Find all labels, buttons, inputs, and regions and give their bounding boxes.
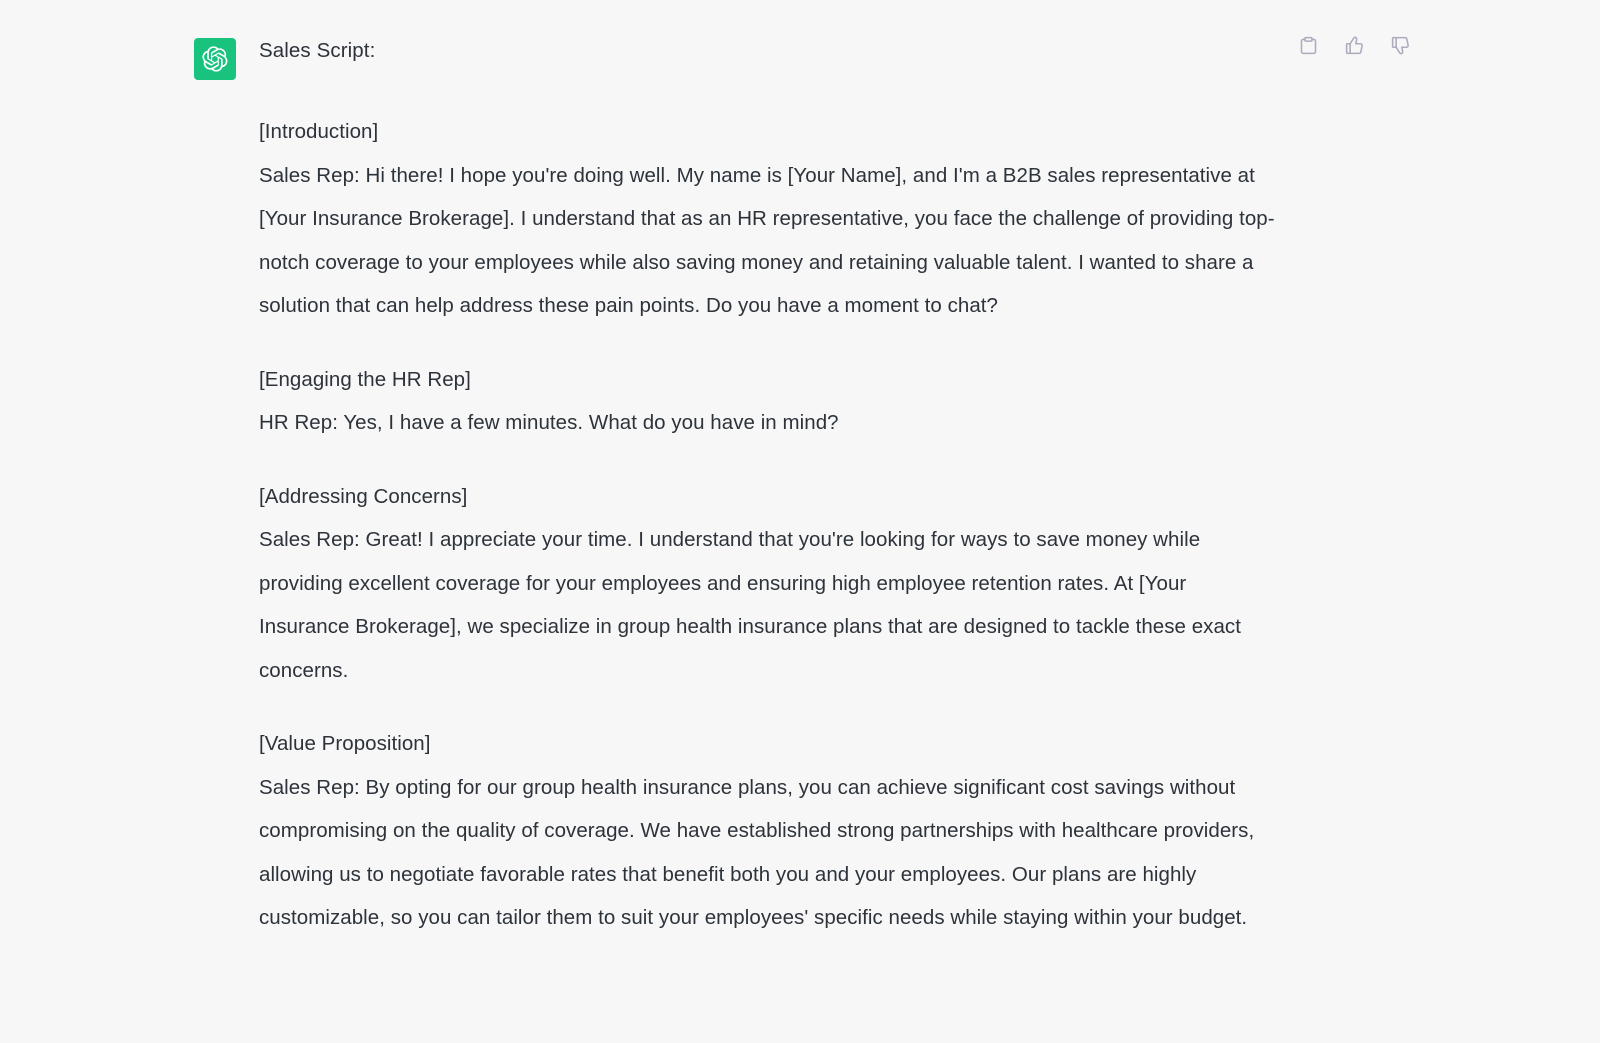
avatar-column bbox=[172, 28, 236, 80]
thumbs-down-button[interactable] bbox=[1388, 36, 1412, 60]
message-content bbox=[259, 28, 1279, 940]
openai-logo-icon bbox=[202, 46, 228, 72]
copy-button[interactable] bbox=[1296, 36, 1320, 60]
section-heading: [Addressing Concerns] bbox=[259, 484, 468, 508]
copy-icon bbox=[1298, 35, 1319, 61]
section-body: HR Rep: Yes, I have a few minutes. What do you have in mind? bbox=[259, 411, 839, 434]
thumbs-down-icon bbox=[1390, 35, 1411, 61]
message-title: Sales Script: bbox=[259, 39, 376, 62]
section-heading: [Value Proposition] bbox=[259, 732, 431, 755]
thumbs-up-button[interactable] bbox=[1342, 36, 1366, 60]
section-heading: [Engaging the HR Rep] bbox=[259, 367, 471, 391]
avatar bbox=[194, 38, 236, 80]
section-introduction bbox=[259, 110, 1279, 328]
section-body: Sales Rep: Great! I appreciate your time. I understand that you're looking for ways to save money while providing excellent coverage for your employees and ensuring high employee retention rates. At [Your Insurance Brokerage], we specialize in group health insurance plans that are designed to tackle these exact concerns. bbox=[259, 528, 1241, 682]
section-addressing-concerns bbox=[259, 475, 1279, 693]
section-value-proposition bbox=[259, 722, 1279, 940]
section-body: Sales Rep: By opting for our group health insurance plans, you can achieve significant cost savings without compromising on the quality of coverage. We have established strong partnerships with healthcare providers, allowing us to negotiate favorable rates that benefit both you and your employees. Our plans are highly customizable, so you can tailor them to suit your employees' specific needs while staying within your budget. bbox=[259, 775, 1255, 929]
section-body: Sales Rep: Hi there! I hope you're doing well. My name is [Your Name], and I'm a B2B sales representative at [Your Insurance Brokerage]. I understand that as an HR representative, you face the challenge of providing top-notch coverage to your employees while also saving money and retaining valuable talent. I wanted to share a solution that can help address these pain points. Do you have a moment to chat? bbox=[259, 163, 1275, 317]
message-actions bbox=[1296, 36, 1412, 60]
section-heading: [Introduction] bbox=[259, 120, 379, 143]
thumbs-up-icon bbox=[1344, 35, 1365, 61]
section-engaging-hr-rep bbox=[259, 358, 1279, 445]
